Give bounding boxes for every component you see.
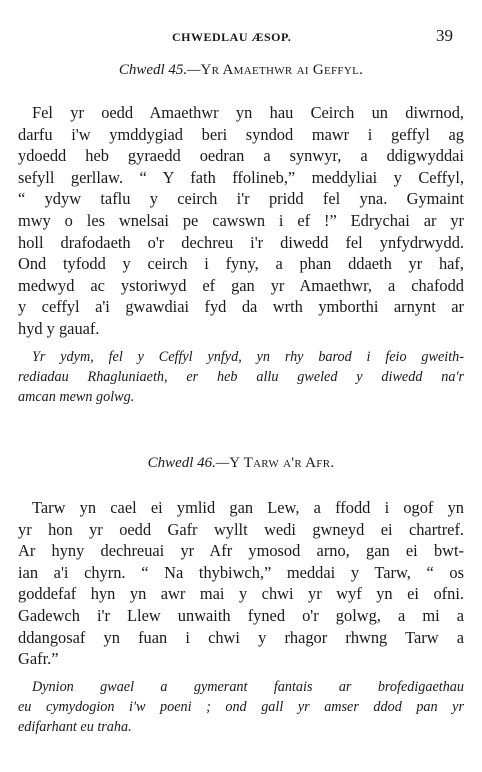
body-line: ddangosaf yn fuan i chwi y rhagor rhwng Tarw a xyxy=(18,627,464,647)
body-line: Ond tyfodd y ceirch i fyny, a phan ddaeth yr haf, xyxy=(18,254,464,274)
fable-name: Y Tarw a'r Afr. xyxy=(229,455,335,471)
body-line: Gadewch i'r Llew unwaith fyned o'r golwg, a mi a xyxy=(18,605,464,625)
body-line: ydoedd heb gyraedd oedran a synwyr, a ddigwyddai xyxy=(18,146,464,166)
moral-line: eu cymydogion i'w poeni ; ond gall yr amser ddod pan yr xyxy=(18,699,464,715)
body-line: Gafr.” xyxy=(18,649,59,669)
body-line: sefyll gerllaw. “ Y fath ffolineb,” meddyliai y Ceffyl, xyxy=(18,167,464,187)
body-line: holl drafodaeth o'r dechreu i'r diwedd fel ynfydrwydd. xyxy=(18,232,464,252)
body-line: yr hon yr oedd Gafr wyllt wedi gwneyd ei chartref. xyxy=(18,519,464,539)
moral-line: Dynion gwael a gymerant fantais ar brofedigaethau xyxy=(32,679,464,695)
body-line: Tarw yn cael ei ymlid gan Lew, a ffodd i ogof yn xyxy=(32,498,464,517)
body-line: darfu i'w ymddygiad beri syndod mawr i geffyl ag xyxy=(18,124,464,144)
fable-moral xyxy=(18,347,464,407)
moral-line: edifarhant eu traha. xyxy=(18,719,132,735)
fable-body xyxy=(18,102,464,340)
fable-title xyxy=(0,455,482,472)
fable-title xyxy=(0,62,482,79)
page-number: 39 xyxy=(436,26,453,45)
fable-body xyxy=(18,497,464,670)
body-line: mwy o les wnelsai pe cawswn i ef !” Edrychai ar yr xyxy=(18,210,464,230)
fable-name: Yr Amaethwr ai Geffyl. xyxy=(200,62,364,78)
moral-line: Yr ydym, fel y Ceffyl ynfyd, yn rhy barod i feio gweith- xyxy=(32,349,464,365)
body-line: medwyd ac ystoriwyd ef gan yr Amaethwr, a chafodd xyxy=(18,275,464,295)
body-line: “ ydyw taflu y ceirch i'r pridd fel yna. Gymaint xyxy=(18,189,464,209)
fable-number: Chwedl 46.— xyxy=(147,455,230,471)
body-line: hyd y gauaf. xyxy=(18,318,100,338)
body-line: goddefaf hyn yn awr mai y chwi yr wyf yn ei ofni. xyxy=(18,584,464,604)
running-head: CHWEDLAU ÆSOP. xyxy=(172,30,292,44)
body-line: Fel yr oedd Amaethwr yn hau Ceirch un diwrnod, xyxy=(32,103,464,122)
moral-line: amcan mewn golwg. xyxy=(18,389,135,405)
body-line: ian a'i chyrn. “ Na thybiwch,” meddai y Tarw, “ os xyxy=(18,562,464,582)
fable-moral xyxy=(18,677,464,737)
moral-line: rediadau Rhagluniaeth, er heb allu gweled y diwedd na'r xyxy=(18,369,464,385)
fable-number: Chwedl 45.— xyxy=(118,62,201,78)
body-line: y ceffyl a'i gwawdiai fyd da wrth ymborthi arnynt ar xyxy=(18,297,464,317)
body-line: Ar hyny dechreuai yr Afr ymosod arno, gan ei bwt- xyxy=(18,541,464,561)
